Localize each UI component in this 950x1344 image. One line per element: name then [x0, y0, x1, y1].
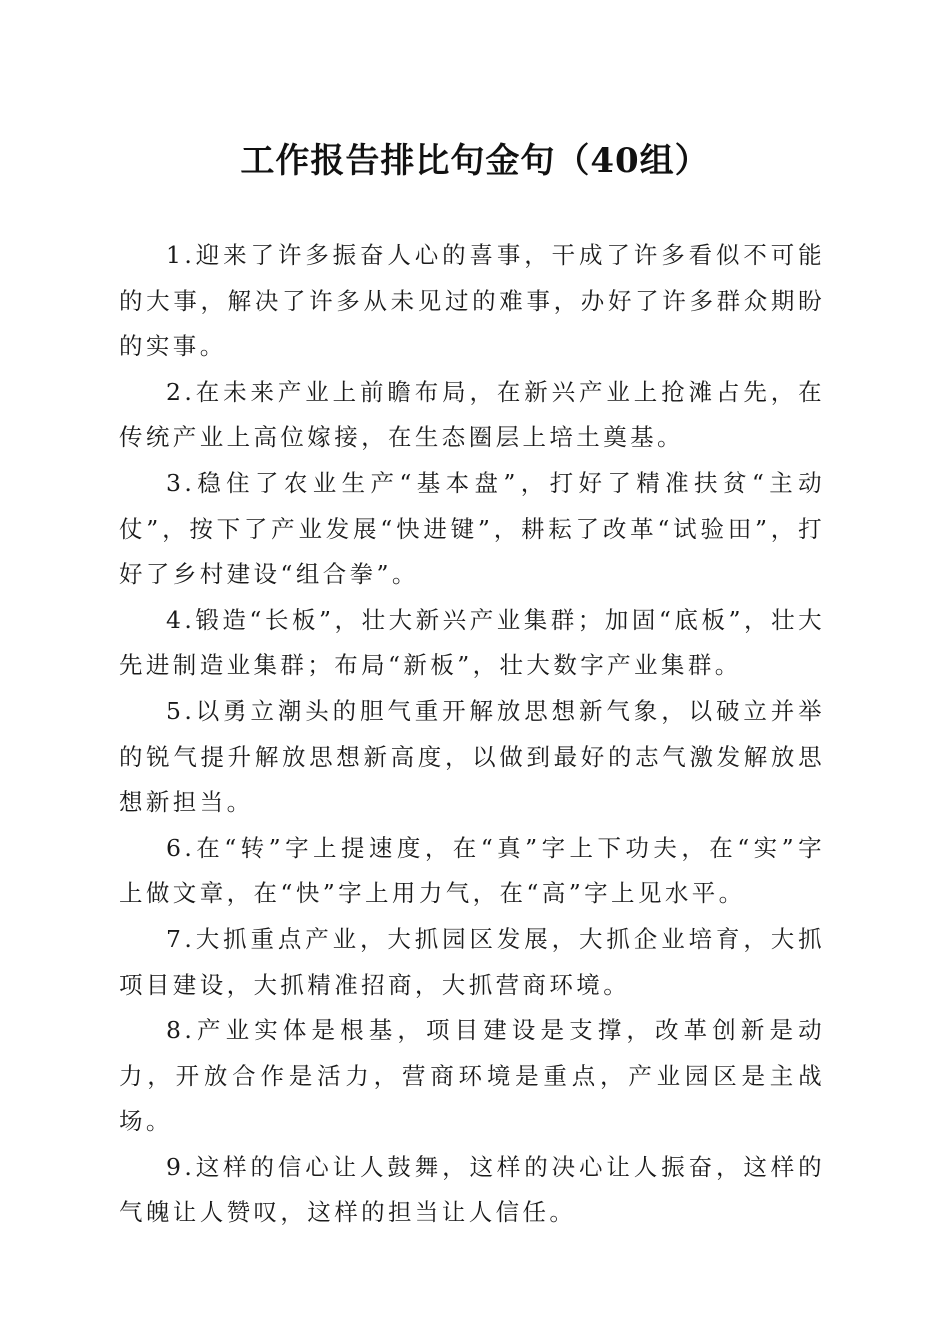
paragraph-3: 3.稳住了农业生产“基本盘”，打好了精准扶贫“主动仗”，按下了产业发展“快进键”，耕耘了改革“试验田”，打好了乡村建设“组合拳”。 [119, 468, 825, 589]
paragraph-6: 6.在“转”字上提速度，在“真”字上下功夫，在“实”字上做文章，在“快”字上用力气，在“高”字上见水平。 [119, 833, 825, 908]
paragraph-1: 1.迎来了许多振奋人心的喜事，干成了许多看似不可能的大事，解决了许多从未见过的难事，办好了许多群众期盼的实事。 [119, 241, 825, 361]
document-title: 工作报告排比句金句（40组） [240, 141, 710, 181]
paragraph-8: 8.产业实体是根基，项目建设是支撑，改革创新是动力，开放合作是活力，营商环境是重点，产业园区是主战场。 [119, 1016, 825, 1136]
document-body [119, 233, 825, 1236]
paragraph-4: 4.锻造“长板”，壮大新兴产业集群；加固“底板”，壮大先进制造业集群；布局“新板”，壮大数字产业集群。 [119, 605, 825, 680]
paragraph-7: 7.大抓重点产业，大抓园区发展，大抓企业培育，大抓项目建设，大抓精准招商，大抓营商环境。 [119, 924, 825, 999]
paragraph-2: 2.在未来产业上前瞻布局，在新兴产业上抢滩占先，在传统产业上高位嫁接，在生态圈层上培土奠基。 [119, 377, 825, 452]
paragraph-5: 5.以勇立潮头的胆气重开解放思想新气象，以破立并举的锐气提升解放思想新高度，以做到最好的志气激发解放思想新担当。 [119, 696, 825, 817]
paragraph-9: 9.这样的信心让人鼓舞，这样的决心让人振奋，这样的气魄让人赞叹，这样的担当让人信任。 [119, 1152, 825, 1227]
